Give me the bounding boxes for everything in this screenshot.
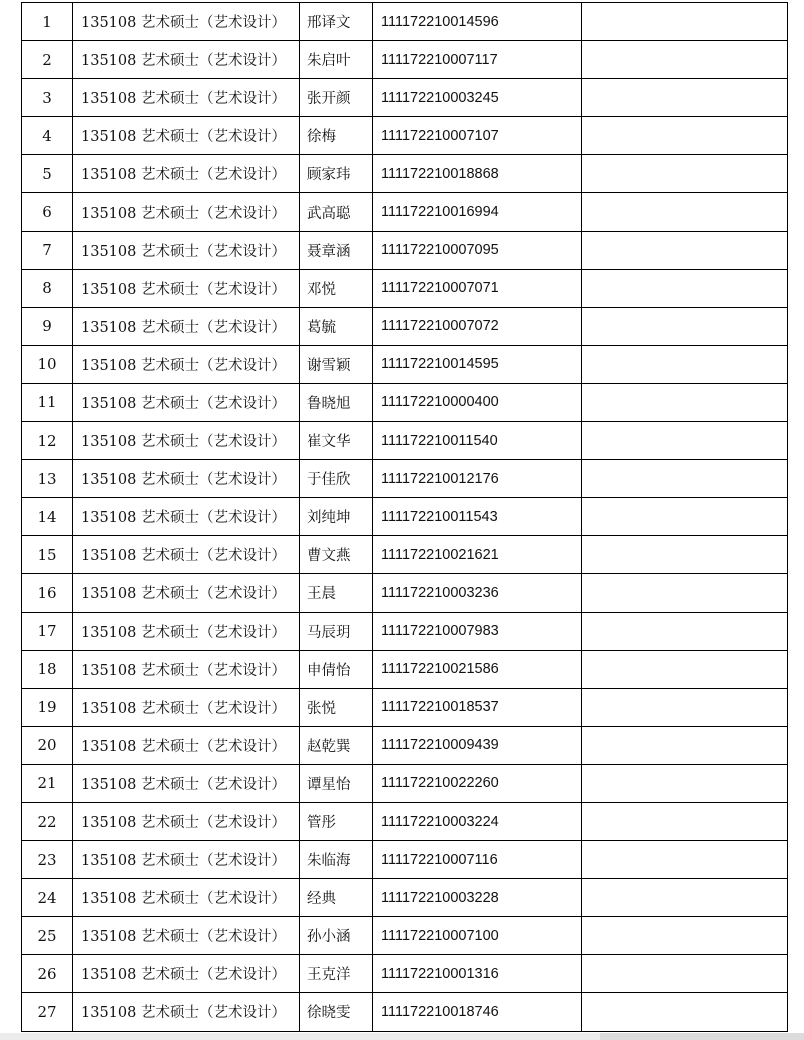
table-row (22, 917, 788, 955)
major-cell: 135108 艺术硕士（艺术设计） (73, 917, 300, 955)
table-row (22, 422, 788, 460)
candidate-id-cell: 111172210021621 (373, 536, 582, 574)
row-number-cell: 1 (22, 3, 73, 41)
major-cell: 135108 艺术硕士（艺术设计） (73, 3, 300, 41)
row-number-cell: 8 (22, 269, 73, 307)
table-row (22, 993, 788, 1031)
major-cell: 135108 艺术硕士（艺术设计） (73, 307, 300, 345)
row-number-cell: 17 (22, 612, 73, 650)
candidate-id-cell: 111172210021586 (373, 650, 582, 688)
table-row (22, 879, 788, 917)
student-name-cell: 刘纯坤 (300, 498, 373, 536)
major-cell: 135108 艺术硕士（艺术设计） (73, 460, 300, 498)
row-number-cell: 15 (22, 536, 73, 574)
note-cell (582, 993, 788, 1031)
table-row (22, 193, 788, 231)
candidate-id-cell: 111172210022260 (373, 764, 582, 802)
note-cell (582, 650, 788, 688)
candidate-id-cell: 111172210007117 (373, 41, 582, 79)
major-cell: 135108 艺术硕士（艺术设计） (73, 498, 300, 536)
table-row (22, 307, 788, 345)
student-name-cell: 于佳欣 (300, 460, 373, 498)
note-cell (582, 574, 788, 612)
bottom-edge-shade (600, 1033, 804, 1040)
note-cell (582, 41, 788, 79)
table-row (22, 498, 788, 536)
note-cell (582, 422, 788, 460)
row-number-cell: 9 (22, 307, 73, 345)
student-name-cell: 聂章涵 (300, 231, 373, 269)
candidate-id-cell: 111172210003245 (373, 79, 582, 117)
major-cell: 135108 艺术硕士（艺术设计） (73, 612, 300, 650)
student-name-cell: 顾家玮 (300, 155, 373, 193)
student-name-cell: 朱临海 (300, 841, 373, 879)
major-cell: 135108 艺术硕士（艺术设计） (73, 764, 300, 802)
student-name-cell: 徐梅 (300, 117, 373, 155)
note-cell (582, 193, 788, 231)
table-row (22, 688, 788, 726)
student-name-cell: 王晨 (300, 574, 373, 612)
table-row (22, 726, 788, 764)
major-cell: 135108 艺术硕士（艺术设计） (73, 955, 300, 993)
row-number-cell: 10 (22, 345, 73, 383)
major-cell: 135108 艺术硕士（艺术设计） (73, 117, 300, 155)
major-cell: 135108 艺术硕士（艺术设计） (73, 802, 300, 840)
student-name-cell: 邓悦 (300, 269, 373, 307)
major-cell: 135108 艺术硕士（艺术设计） (73, 422, 300, 460)
candidate-id-cell: 111172210007116 (373, 841, 582, 879)
note-cell (582, 155, 788, 193)
candidate-id-cell: 111172210014595 (373, 345, 582, 383)
candidate-id-cell: 111172210011540 (373, 422, 582, 460)
student-name-cell: 赵乾巽 (300, 726, 373, 764)
major-cell: 135108 艺术硕士（艺术设计） (73, 726, 300, 764)
note-cell (582, 764, 788, 802)
candidate-id-cell: 111172210011543 (373, 498, 582, 536)
major-cell: 135108 艺术硕士（艺术设计） (73, 79, 300, 117)
candidate-id-cell: 111172210000400 (373, 383, 582, 421)
row-number-cell: 13 (22, 460, 73, 498)
row-number-cell: 16 (22, 574, 73, 612)
major-cell: 135108 艺术硕士（艺术设计） (73, 383, 300, 421)
student-name-cell: 邢译文 (300, 3, 373, 41)
row-number-cell: 19 (22, 688, 73, 726)
candidate-id-cell: 111172210012176 (373, 460, 582, 498)
row-number-cell: 21 (22, 764, 73, 802)
note-cell (582, 231, 788, 269)
table-row (22, 764, 788, 802)
candidate-id-cell: 111172210007100 (373, 917, 582, 955)
student-name-cell: 张开颜 (300, 79, 373, 117)
roster-table-body (22, 3, 788, 1032)
table-row (22, 574, 788, 612)
candidate-id-cell: 111172210007095 (373, 231, 582, 269)
candidate-id-cell: 111172210007983 (373, 612, 582, 650)
major-cell: 135108 艺术硕士（艺术设计） (73, 269, 300, 307)
student-name-cell: 张悦 (300, 688, 373, 726)
bottom-edge-strip (0, 1033, 804, 1040)
table-row (22, 650, 788, 688)
admission-roster-table (21, 2, 788, 1032)
note-cell (582, 688, 788, 726)
candidate-id-cell: 111172210003236 (373, 574, 582, 612)
table-row (22, 841, 788, 879)
row-number-cell: 23 (22, 841, 73, 879)
row-number-cell: 26 (22, 955, 73, 993)
student-name-cell: 管彤 (300, 802, 373, 840)
note-cell (582, 269, 788, 307)
row-number-cell: 6 (22, 193, 73, 231)
candidate-id-cell: 111172210007071 (373, 269, 582, 307)
row-number-cell: 4 (22, 117, 73, 155)
major-cell: 135108 艺术硕士（艺术设计） (73, 155, 300, 193)
table-row (22, 955, 788, 993)
row-number-cell: 27 (22, 993, 73, 1031)
candidate-id-cell: 111172210007072 (373, 307, 582, 345)
note-cell (582, 726, 788, 764)
major-cell: 135108 艺术硕士（艺术设计） (73, 231, 300, 269)
note-cell (582, 79, 788, 117)
table-row (22, 612, 788, 650)
major-cell: 135108 艺术硕士（艺术设计） (73, 841, 300, 879)
student-name-cell: 武高聪 (300, 193, 373, 231)
candidate-id-cell: 111172210007107 (373, 117, 582, 155)
student-name-cell: 朱启叶 (300, 41, 373, 79)
candidate-id-cell: 111172210018537 (373, 688, 582, 726)
row-number-cell: 20 (22, 726, 73, 764)
student-name-cell: 鲁晓旭 (300, 383, 373, 421)
table-row (22, 3, 788, 41)
major-cell: 135108 艺术硕士（艺术设计） (73, 574, 300, 612)
note-cell (582, 117, 788, 155)
note-cell (582, 841, 788, 879)
candidate-id-cell: 111172210018746 (373, 993, 582, 1031)
student-name-cell: 孙小涵 (300, 917, 373, 955)
note-cell (582, 460, 788, 498)
note-cell (582, 612, 788, 650)
candidate-id-cell: 111172210018868 (373, 155, 582, 193)
student-name-cell: 葛毓 (300, 307, 373, 345)
row-number-cell: 24 (22, 879, 73, 917)
table-row (22, 155, 788, 193)
major-cell: 135108 艺术硕士（艺术设计） (73, 345, 300, 383)
note-cell (582, 536, 788, 574)
major-cell: 135108 艺术硕士（艺术设计） (73, 993, 300, 1031)
table-row (22, 117, 788, 155)
note-cell (582, 345, 788, 383)
major-cell: 135108 艺术硕士（艺术设计） (73, 688, 300, 726)
major-cell: 135108 艺术硕士（艺术设计） (73, 879, 300, 917)
candidate-id-cell: 111172210001316 (373, 955, 582, 993)
table-row (22, 460, 788, 498)
student-name-cell: 崔文华 (300, 422, 373, 460)
candidate-id-cell: 111172210003224 (373, 802, 582, 840)
row-number-cell: 3 (22, 79, 73, 117)
row-number-cell: 11 (22, 383, 73, 421)
table-row (22, 536, 788, 574)
student-name-cell: 马辰玥 (300, 612, 373, 650)
major-cell: 135108 艺术硕士（艺术设计） (73, 41, 300, 79)
table-row (22, 231, 788, 269)
table-row (22, 345, 788, 383)
table-row (22, 269, 788, 307)
row-number-cell: 22 (22, 802, 73, 840)
major-cell: 135108 艺术硕士（艺术设计） (73, 536, 300, 574)
note-cell (582, 955, 788, 993)
table-row (22, 383, 788, 421)
row-number-cell: 5 (22, 155, 73, 193)
student-name-cell: 徐晓雯 (300, 993, 373, 1031)
row-number-cell: 2 (22, 41, 73, 79)
student-name-cell: 谭星怡 (300, 764, 373, 802)
note-cell (582, 307, 788, 345)
note-cell (582, 917, 788, 955)
note-cell (582, 802, 788, 840)
note-cell (582, 498, 788, 536)
major-cell: 135108 艺术硕士（艺术设计） (73, 193, 300, 231)
student-name-cell: 申倩怡 (300, 650, 373, 688)
candidate-id-cell: 111172210014596 (373, 3, 582, 41)
note-cell (582, 383, 788, 421)
row-number-cell: 25 (22, 917, 73, 955)
candidate-id-cell: 111172210003228 (373, 879, 582, 917)
student-name-cell: 经典 (300, 879, 373, 917)
table-row (22, 802, 788, 840)
row-number-cell: 18 (22, 650, 73, 688)
row-number-cell: 14 (22, 498, 73, 536)
major-cell: 135108 艺术硕士（艺术设计） (73, 650, 300, 688)
table-row (22, 79, 788, 117)
student-name-cell: 谢雪颖 (300, 345, 373, 383)
note-cell (582, 3, 788, 41)
table-row (22, 41, 788, 79)
row-number-cell: 7 (22, 231, 73, 269)
candidate-id-cell: 111172210016994 (373, 193, 582, 231)
student-name-cell: 曹文燕 (300, 536, 373, 574)
row-number-cell: 12 (22, 422, 73, 460)
student-name-cell: 王克洋 (300, 955, 373, 993)
candidate-id-cell: 111172210009439 (373, 726, 582, 764)
note-cell (582, 879, 788, 917)
